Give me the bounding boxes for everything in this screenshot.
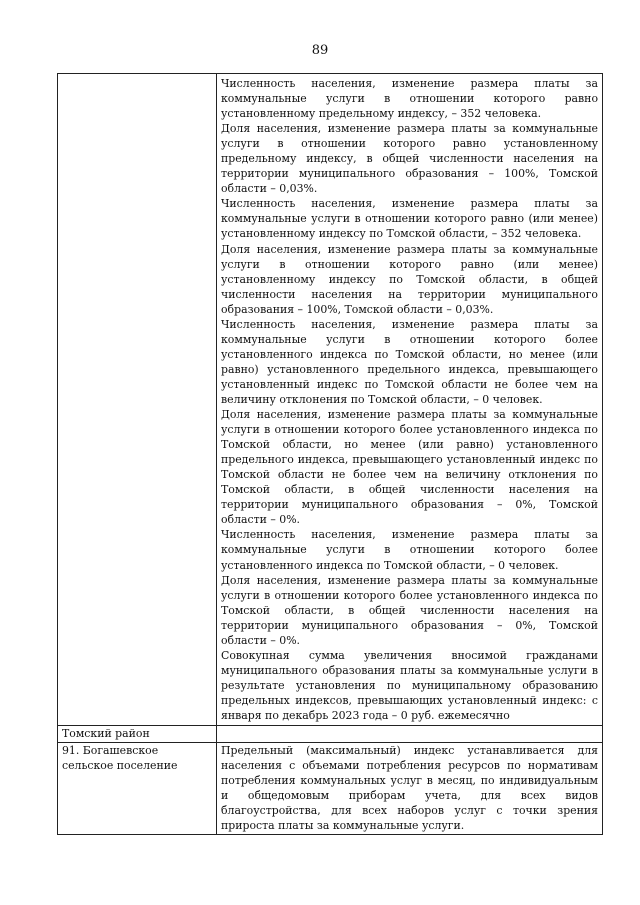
table-cell-right xyxy=(217,726,603,743)
table-row xyxy=(58,743,603,835)
paragraph: Доля населения, изменение размера платы за коммунальные услуги в отношении которого равно установленному предельному индексу, в общей численности населения на территории муниципального образования – 100%, Томской области – 0,03%. xyxy=(221,122,598,196)
table-cell-right xyxy=(217,74,603,726)
settlement-name: 91. Богашевское сельское поселение xyxy=(58,743,217,835)
paragraph: Доля населения, изменение размера платы за коммунальные услуги в отношении которого более установленного индекса по Томской области, в общей численности населения на территории муниципального образования – 0%, Томской области – 0%. xyxy=(221,573,598,647)
paragraph: Предельный (максимальный) индекс устанавливается для населения с объемами потребления ресурсов по нормативам потребления коммунальных услуг в месяц, по индивидуальным и общедомовым приборам учета, для всех видов благоустройства, для всех наборов услуг с точки зрения прироста платы за коммунальные услуги. xyxy=(221,744,598,833)
table-row xyxy=(58,726,603,743)
page-number: 89 xyxy=(311,43,329,58)
table-cell-right xyxy=(217,743,603,835)
paragraph: Доля населения, изменение размера платы за коммунальные услуги в отношении которого более установленного индекса по Томской области, но менее (или равно) установленного предельного индекса, превышающего установленный индекс по Томской области не более чем на величину отклонения по Томской области, в общей численности населения на территории муниципального образования – 0%, Томской области – 0%. xyxy=(221,408,598,527)
paragraph: Численность населения, изменение размера платы за коммунальные услуги в отношении которого более установленного индекса по Томской области, – 0 человек. xyxy=(221,528,598,572)
table-cell-left xyxy=(58,74,217,726)
paragraph: Доля населения, изменение размера платы за коммунальные услуги в отношении которого равно (или менее) установленному индексу по Томской области, в общей численности населения на территории муниципального образования – 100%, Томской области – 0,03%. xyxy=(221,242,598,316)
paragraph: Численность населения, изменение размера платы за коммунальные услуги в отношении которого более установленного индекса по Томской области, но менее (или равно) установленного предельного индекса, превышающего установленный индекс по Томской области не более чем на величину отклонения по Томской области, – 0 человек. xyxy=(221,317,598,406)
section-heading: Томский район xyxy=(58,726,217,743)
tariff-table xyxy=(57,73,603,835)
table-row xyxy=(58,74,603,726)
paragraph: Совокупная сумма увеличения вносимой гражданами муниципального образования платы за коммунальные услуги в результате установления по муниципальному образованию предельных индексов, превышающих установленный индекс: с января по декабрь 2023 года – 0 руб. ежемесячно xyxy=(221,648,598,722)
paragraph: Численность населения, изменение размера платы за коммунальные услуги в отношении которого равно установленному предельному индексу, – 352 человека. xyxy=(221,77,598,121)
paragraph: Численность населения, изменение размера платы за коммунальные услуги в отношении которого равно (или менее) установленному индексу по Томской области, – 352 человека. xyxy=(221,197,598,241)
